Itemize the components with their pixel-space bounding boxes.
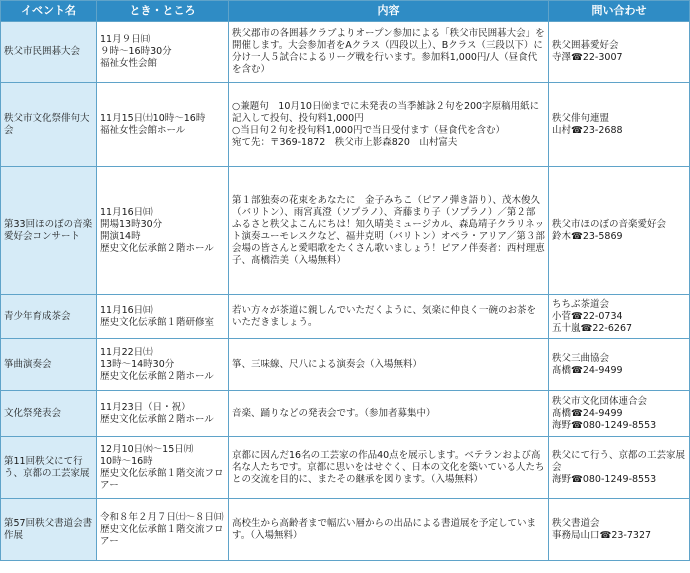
when-where-line: 10時～16時 [100,455,153,467]
table-row [1,295,690,339]
table-row [1,499,690,561]
when-where-line: 11月16日㈰ [100,206,153,218]
when-where-line: 開場13時30分 [100,218,163,230]
table-header-row [1,1,690,22]
event-when-where [97,437,229,499]
contact-line: 寺澤☎22-3007 [552,52,623,63]
when-where-line: ９時～16時30分 [100,46,172,57]
event-details: 若い方々が茶道に親しんでいただくように、気楽に仲良く一碗のお茶をいただきましょう。 [229,295,549,339]
contact-line: ちちぶ茶道会 [552,298,610,310]
event-details: 高校生から高齢者まで幅広い層からの出品による書道展を予定しています。（入場無料） [229,499,549,561]
header-when-where: とき・ところ [97,1,229,22]
contact-line: 髙橋☎24-9499 [552,407,623,419]
event-name: 箏曲演奏会 [1,339,97,391]
table-row [1,83,690,167]
event-details: 箏、三味線、尺八による演奏会（入場無料） [229,339,549,391]
when-where-line: 歴史文化伝承館１階交流フロアー [100,523,224,547]
contact-line: 海野☎080-1249-8553 [552,473,657,485]
when-where-line: 歴史文化伝承館２階ホール [100,370,214,382]
event-details: 第１部独奏の花束をあなたに 金子みちこ（ピアノ弾き語り）、茂木俊久（バリトン）、雨宮真澄（ソプラノ）、斉藤まり子（ソプラノ）／第２部 ふるさと秩父よこんにちは！知久晴美ミュージカル、森島靖子クラリネット演奏ユーモレスクなど、福井克明（バリトン）オペラ・アリア／第３部 会場の皆さんと愛唱歌をたくさん歌いましょう！ピアノ伴奏者：西村理恵子、髙橋浩美（入場無料） [229,167,549,295]
when-where-line: 歴史文化伝承館１階研修室 [100,316,215,328]
contact-line: 秩父三曲協会 [552,352,610,364]
when-where-line: 11月16日㈰ [100,304,153,316]
header-details: 内容 [229,1,549,22]
event-details: ○兼題句 10月10日㈮までに未発表の当季雑詠２句を200字原稿用紙に記入して投句、投句料1,000円 ○当日句２句を投句料1,000円で当日受付ます（昼食代を含む） 宛て先：〒369-1872 秩父市上影森820 山村富夫 [229,83,549,167]
when-where-line: 11月15日㈯10時～16時 [100,112,206,124]
contact-line: 小菅☎22-0734 [552,310,623,322]
when-where-line: 13時～14時30分 [100,358,175,370]
event-contact [549,499,690,561]
contact-line: 事務局山口☎23-7327 [552,529,652,541]
when-where-line: 開演14時 [100,230,141,242]
when-where-line: 福祉女性会館ホール [100,124,186,136]
event-contact [549,437,690,499]
table-row [1,22,690,83]
contact-line: 海野☎080-1249-8553 [552,419,657,431]
event-name: 秩父市文化祭俳句大会 [1,83,97,167]
event-name: 第11回秩父にて行う、京都の工芸家展 [1,437,97,499]
contact-line: 五十嵐☎22-6267 [552,322,633,334]
when-where-line: 歴史文化伝承館１階交流フロアー [100,467,224,491]
contact-line: 秩父市文化団体連合会 [552,395,648,407]
event-name: 文化祭発表会 [1,391,97,437]
event-when-where [97,295,229,339]
contact-line: 秩父市ほのぼの音楽愛好会 [552,218,667,230]
contact-line: 髙橋☎24-9499 [552,364,623,376]
when-where-line: 12月10日㈬～15日㈪ [100,443,194,455]
when-where-line: 令和８年２月７日㈯～８日㈰ [100,511,224,523]
event-name: 青少年育成茶会 [1,295,97,339]
table-row [1,437,690,499]
event-name: 秩父市民囲碁大会 [1,22,97,83]
when-where-line: 歴史文化伝承館２階ホール [100,413,214,425]
event-when-where [97,391,229,437]
event-details: 京都に因んだ16名の工芸家の作品40点を展示します。ベテランおよび高名な人たちです。京都に思いをはせぐく、日本の文化を築いている人たちとの交流を目的に、またその継承を図ります。（入場無料） [229,437,549,499]
header-event-name: イベント名 [1,1,97,22]
event-contact [549,391,690,437]
event-when-where [97,499,229,561]
event-name: 第57回秩父書道会書作展 [1,499,97,561]
event-contact [549,22,690,83]
event-contact [549,167,690,295]
event-name: 第33回ほのぼの音楽愛好会コンサート [1,167,97,295]
when-where-line: 11月23日（日・祝） [100,401,191,413]
event-contact [549,339,690,391]
event-details: 音楽、踊りなどの発表会です。（参加者募集中） [229,391,549,437]
event-details: 秩父郡市の各囲碁クラブよりオープン参加による「秩父市民囲碁大会」を開催します。大会参加者をAクラス（四段以上）、Bクラス（三段以下）に分け一人５試合によるリーグ戦を行います。参加料1,000円/人（昼食代を含む） [229,22,549,83]
event-contact [549,295,690,339]
when-where-line: 福祉女性会館 [100,58,158,69]
table-row [1,339,690,391]
event-when-where [97,167,229,295]
table-row [1,391,690,437]
contact-line: 鈴木☎23-5869 [552,230,623,242]
when-where-line: 11月22日㈯ [100,346,153,358]
event-when-where [97,22,229,83]
when-where-line: 歴史文化伝承館２階ホール [100,242,214,254]
event-when-where [97,83,229,167]
when-where-line: 11月９日㈰ [100,34,151,45]
event-when-where [97,339,229,391]
contact-line: 山村☎23-2688 [552,124,623,136]
contact-line: 秩父にて行う、京都の工芸家展会 [552,449,686,473]
contact-line: 秩父書道会 [552,517,600,529]
header-contact: 問い合わせ [549,1,690,22]
event-contact [549,83,690,167]
table-row [1,167,690,295]
contact-line: 秩父俳句連盟 [552,112,610,124]
contact-line: 秩父囲碁愛好会 [552,40,619,51]
